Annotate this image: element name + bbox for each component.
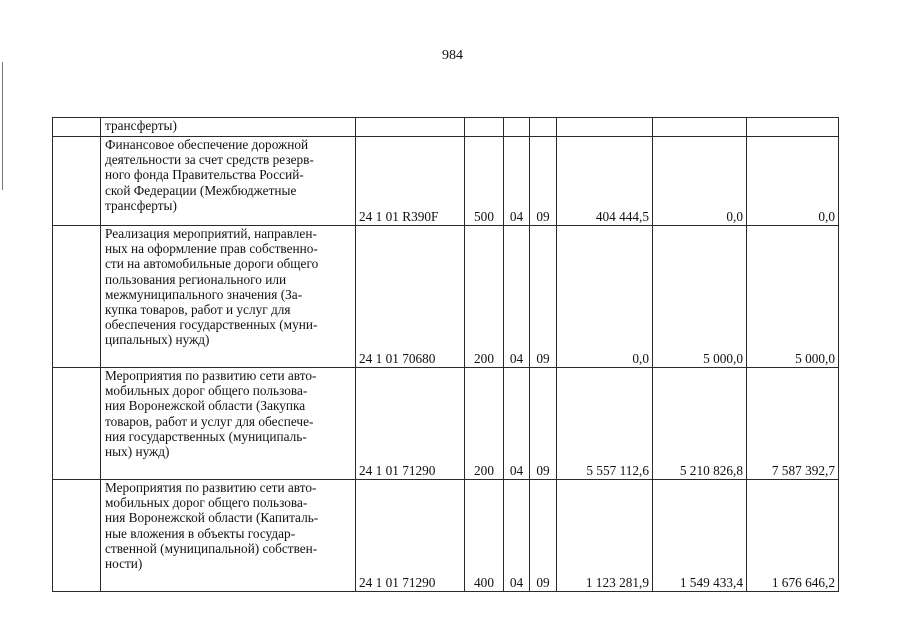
- amount-year-1-cell: 404 444,5: [557, 137, 653, 226]
- target-article-code-cell: 24 1 01 71290: [356, 368, 465, 480]
- table-row: [53, 480, 839, 592]
- item-name-line: ния государственных (муниципаль-: [105, 428, 307, 444]
- amount-year-1-cell: 0,0: [557, 226, 653, 368]
- expense-type-cell: 200: [465, 368, 504, 480]
- amount-year-3-cell: 7 587 392,7: [747, 368, 839, 480]
- budget-table: [52, 117, 839, 592]
- section-cell: 04: [504, 226, 530, 368]
- item-name-line: обеспечения государственных (муни-: [105, 317, 318, 333]
- item-name-cell: [101, 226, 356, 368]
- item-name-line: ственной (муниципальной) собствен-: [105, 540, 318, 556]
- expense-type-cell: 200: [465, 226, 504, 368]
- budget-table-body: [53, 118, 839, 592]
- item-name-line: ния Воронежской области (Капиталь-: [105, 510, 319, 526]
- blank-cell: [53, 368, 101, 480]
- table-row: [53, 226, 839, 368]
- item-name-line: Мероприятия по развитию сети авто-: [105, 480, 317, 495]
- blank-cell: [53, 118, 101, 137]
- subsection-cell: [530, 118, 557, 137]
- section-cell: [504, 118, 530, 137]
- subsection-cell: 09: [530, 226, 557, 368]
- amount-year-1-cell: [557, 118, 653, 137]
- amount-year-1-cell: 5 557 112,6: [557, 368, 653, 480]
- amount-year-2-cell: 5 000,0: [653, 226, 747, 368]
- item-name-line: пользования регионального или: [105, 271, 287, 287]
- item-name-line: ного фонда Правительства Россий-: [105, 167, 304, 183]
- expense-type-cell: [465, 118, 504, 137]
- expense-type-cell: 400: [465, 480, 504, 592]
- amount-year-3-cell: 1 676 646,2: [747, 480, 839, 592]
- target-article-code-cell: 24 1 01 71290: [356, 480, 465, 592]
- subsection-cell: 09: [530, 480, 557, 592]
- section-cell: 04: [504, 368, 530, 480]
- item-name-line: ской Федерации (Межбюджетные: [105, 182, 297, 198]
- page-number: 984: [442, 48, 463, 63]
- item-name-line: Мероприятия по развитию сети авто-: [105, 368, 317, 383]
- expense-type-cell: 500: [465, 137, 504, 226]
- item-name-line: Реализация мероприятий, направлен-: [105, 226, 317, 241]
- blank-cell: [53, 137, 101, 226]
- item-name-line: купка товаров, работ и услуг для: [105, 302, 291, 318]
- table-row: [53, 137, 839, 226]
- item-name-line: Финансовое обеспечение дорожной: [105, 137, 309, 152]
- item-name-line: деятельности за счет средств резерв-: [105, 152, 314, 168]
- target-article-code-cell: 24 1 01 70680: [356, 226, 465, 368]
- item-name-line: сти на автомобильные дороги общего: [105, 256, 319, 272]
- item-name-cell: [101, 118, 356, 137]
- item-name-line: ности): [105, 556, 143, 572]
- amount-year-2-cell: 0,0: [653, 137, 747, 226]
- blank-cell: [53, 480, 101, 592]
- item-name-line: мобильных дорог общего пользова-: [105, 383, 308, 399]
- item-name-line: ных) нужд): [105, 444, 170, 460]
- amount-year-1-cell: 1 123 281,9: [557, 480, 653, 592]
- section-cell: 04: [504, 480, 530, 592]
- target-article-code-cell: [356, 118, 465, 137]
- amount-year-2-cell: [653, 118, 747, 137]
- subsection-cell: 09: [530, 368, 557, 480]
- item-name-cell: [101, 368, 356, 480]
- item-name-cell: [101, 137, 356, 226]
- item-name-line: трансферты): [105, 197, 177, 213]
- item-name-line: трансферты): [105, 118, 177, 133]
- item-name-line: межмуниципального значения (За-: [105, 286, 303, 302]
- scan-margin-mark: [2, 62, 3, 190]
- amount-year-3-cell: 0,0: [747, 137, 839, 226]
- item-name-line: ные вложения в объекты государ-: [105, 525, 296, 541]
- item-name-line: ния Воронежской области (Закупка: [105, 398, 306, 414]
- subsection-cell: 09: [530, 137, 557, 226]
- item-name-cell: [101, 480, 356, 592]
- item-name-line: ных на оформление прав собственно-: [105, 241, 318, 257]
- amount-year-3-cell: [747, 118, 839, 137]
- item-name-line: мобильных дорог общего пользова-: [105, 495, 308, 511]
- table-row: [53, 368, 839, 480]
- item-name-line: ципальных) нужд): [105, 332, 210, 348]
- blank-cell: [53, 226, 101, 368]
- amount-year-3-cell: 5 000,0: [747, 226, 839, 368]
- amount-year-2-cell: 5 210 826,8: [653, 368, 747, 480]
- item-name-line: товаров, работ и услуг для обеспече-: [105, 413, 314, 429]
- section-cell: 04: [504, 137, 530, 226]
- table-row: [53, 118, 839, 137]
- amount-year-2-cell: 1 549 433,4: [653, 480, 747, 592]
- target-article-code-cell: 24 1 01 R390F: [356, 137, 465, 226]
